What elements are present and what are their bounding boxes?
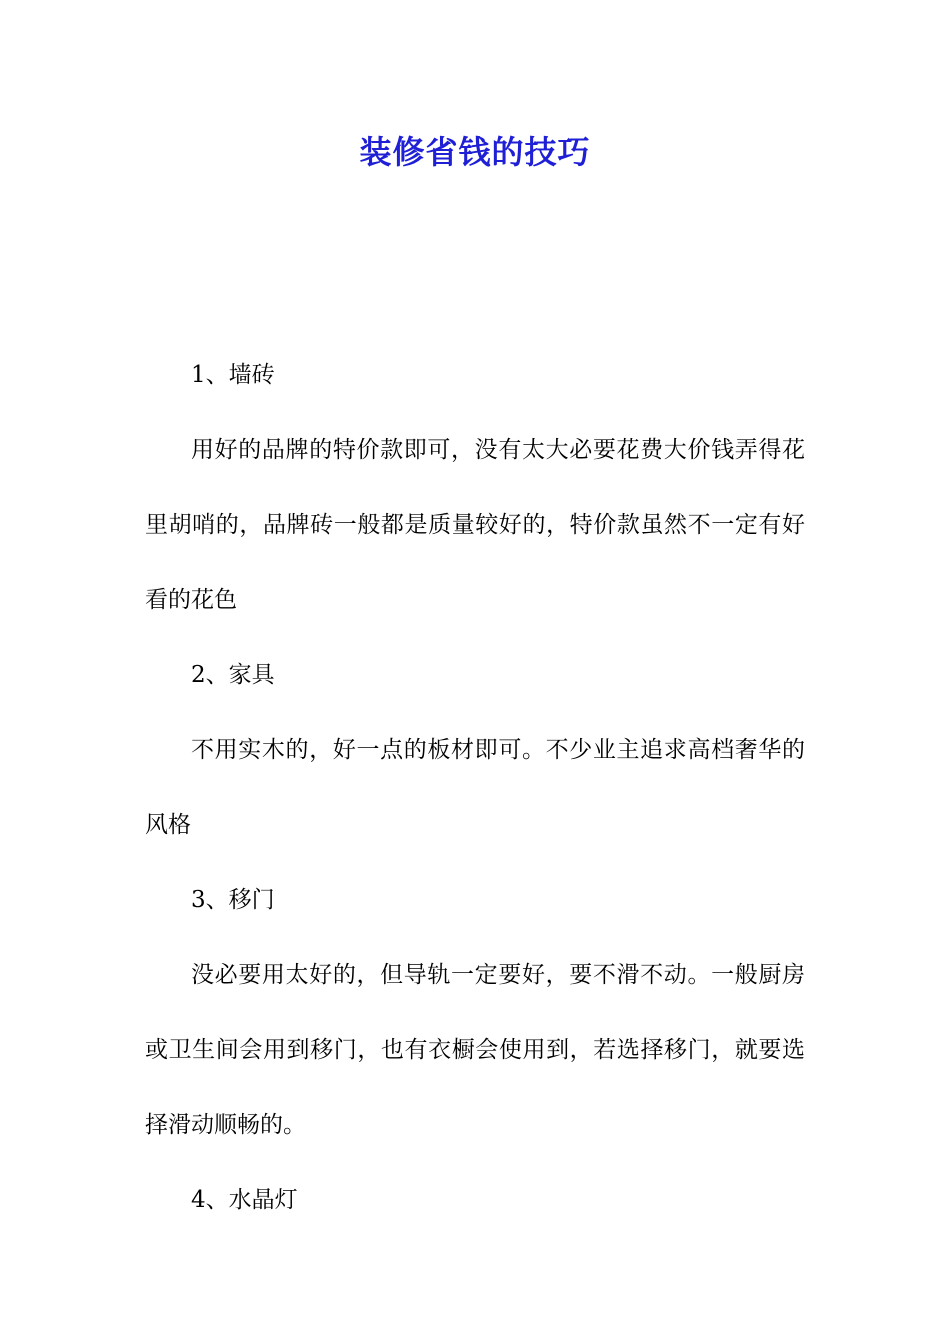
section-body-furniture: 不用实木的，好一点的板材即可。不少业主追求高档奢华的风格: [145, 737, 805, 838]
document-body: [145, 338, 805, 1238]
section-heading-wall-tiles: 1、墙砖: [191, 362, 275, 388]
section-heading-furniture: 2、家具: [191, 662, 275, 688]
section-body-sliding-door: 没必要用太好的，但导轨一定要好，要不滑不动。一般厨房或卫生间会用到移门，也有衣橱会使用到，若选择移门，就要选择滑动顺畅的。: [145, 962, 805, 1138]
section-heading-sliding-door: 3、移门: [191, 887, 275, 913]
section-body-wall-tiles: 用好的品牌的特价款即可，没有太大必要花费大价钱弄得花里胡哨的，品牌砖一般都是质量较好的，特价款虽然不一定有好看的花色: [145, 437, 805, 613]
document-title: 装修省钱的技巧: [359, 133, 591, 171]
section-heading-crystal-lamp: 4、水晶灯: [191, 1187, 298, 1213]
